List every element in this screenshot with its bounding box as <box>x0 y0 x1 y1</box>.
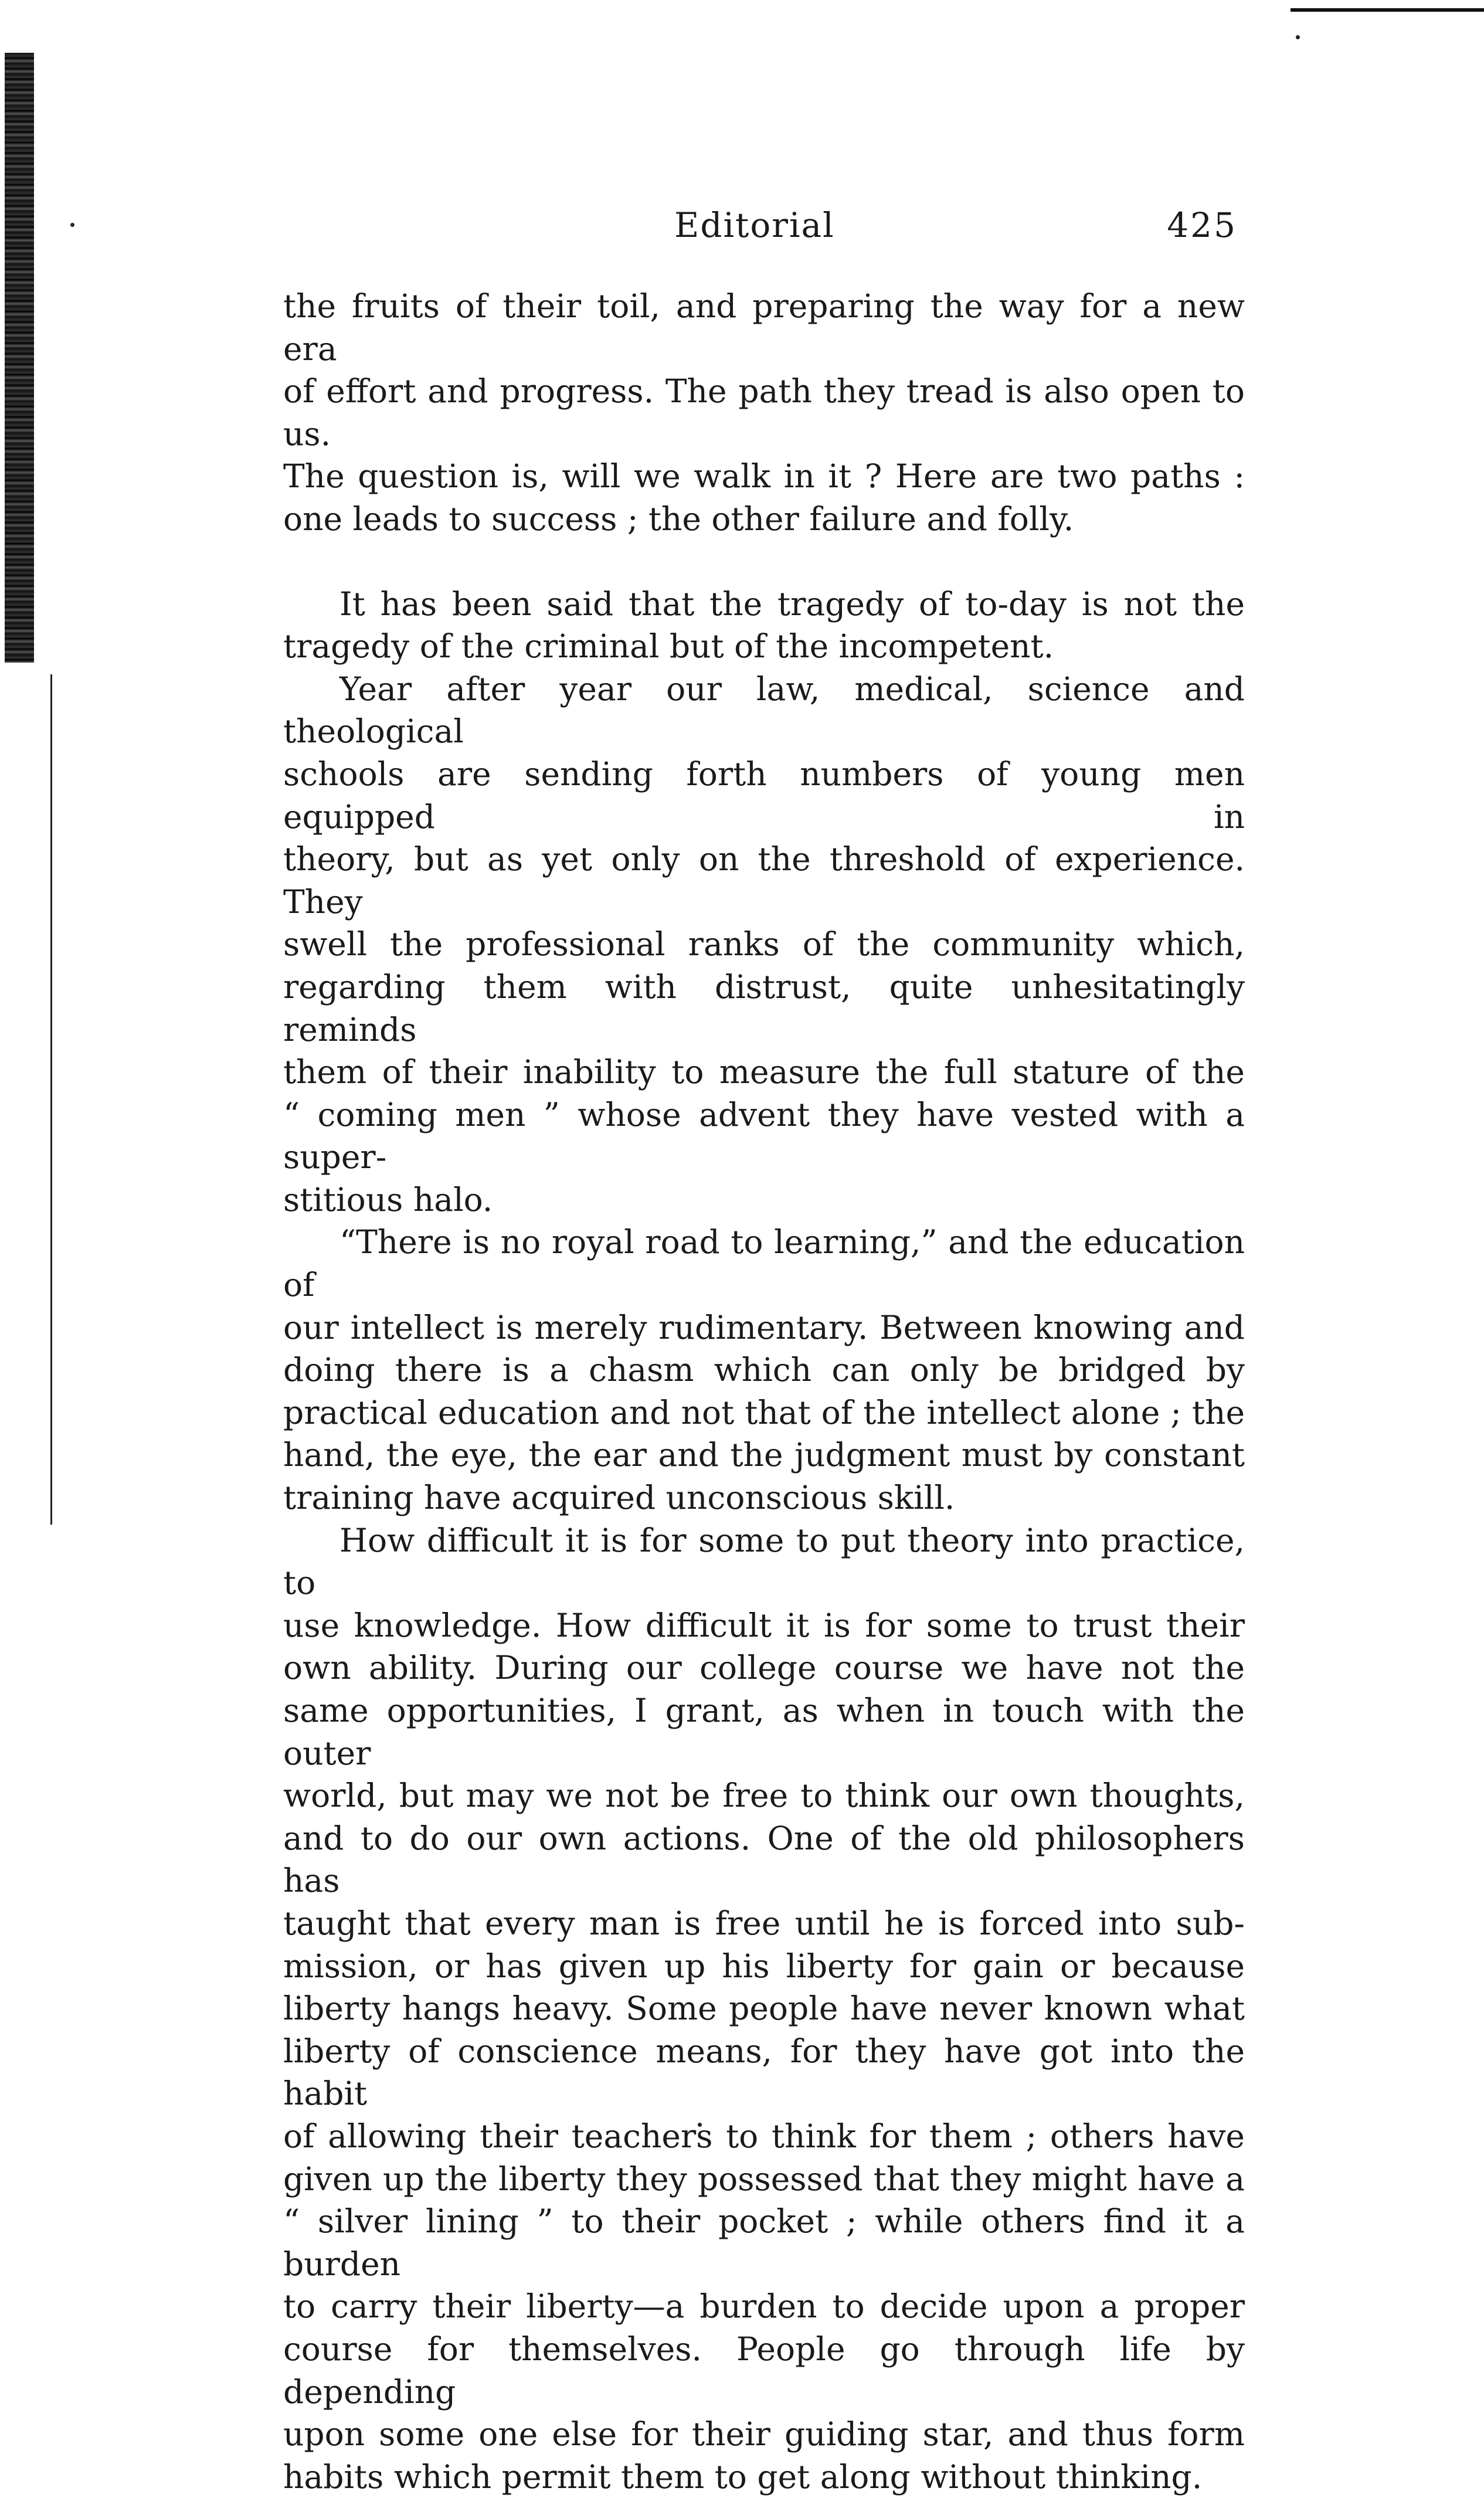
text-line: liberty of conscience means, for they have got into the habit <box>283 2032 1245 2113</box>
text-line: The question is, will we walk in it ? Here are two paths : <box>283 457 1245 495</box>
text-line: doing there is a chasm which can only be bridged by <box>283 1351 1245 1389</box>
text-line: How difficult it is for some to put theory into practice, to <box>283 1521 1245 1602</box>
text-line: to carry their liberty—a burden to decide upon a proper <box>283 2287 1245 2326</box>
text-line: tragedy of the criminal but of the incompetent. <box>283 627 1054 666</box>
text-line: use knowledge. How difficult it is for some to trust their <box>283 1606 1245 1644</box>
page-number: 425 <box>1167 205 1237 245</box>
paragraph-how-difficult <box>283 1519 1245 2498</box>
text-line: and to do our own actions. One of the old philosophers has <box>283 1819 1245 1900</box>
text-line: of effort and progress. The path they tread is also open to us. <box>283 372 1245 453</box>
text-line: stitious halo. <box>283 1180 493 1219</box>
text-line: “There is no royal road to learning,” and the education of <box>283 1223 1245 1304</box>
text-line: training have acquired unconscious skill. <box>283 1479 955 1517</box>
text-line: hand, the eye, the ear and the judgment must by constant <box>283 1436 1245 1474</box>
paragraph-tragedy <box>283 583 1245 668</box>
text-line: practical education and not that of the intellect alone ; the <box>283 1393 1245 1431</box>
text-line: liberty hangs heavy. Some people have never known what <box>283 1990 1245 2028</box>
text-line: of allowing their teachers to think for them ; others have <box>283 2117 1245 2155</box>
text-line: upon some one else for their guiding star, and thus form <box>283 2415 1245 2453</box>
scan-speck <box>70 223 74 227</box>
text-line: world, but may we not be free to think our own thoughts, <box>283 1777 1245 1815</box>
scan-top-rule <box>1291 8 1484 12</box>
text-line: It has been said that the tragedy of to-day is not the <box>339 585 1245 623</box>
text-line: course for themselves. People go through life by depending <box>283 2330 1245 2411</box>
text-line: our intellect is merely rudimentary. Between knowing and <box>283 1308 1245 1346</box>
text-line: regarding them with distrust, quite unhesitatingly reminds <box>283 968 1245 1048</box>
text-line: Year after year our law, medical, science and theological <box>283 670 1245 751</box>
scan-edge-line <box>50 674 52 1525</box>
text-line: them of their inability to measure the full stature of the <box>283 1053 1245 1091</box>
body-text <box>283 285 1245 2498</box>
running-head: Editorial <box>674 205 835 245</box>
text-line: habits which permit them to get along without thinking. <box>283 2458 1203 2496</box>
text-line: one leads to success ; the other failure and folly. <box>283 500 1074 538</box>
text-line: the fruits of their toil, and preparing the way for a new era <box>283 287 1245 368</box>
text-line: theory, but as yet only on the threshold of experience. They <box>283 840 1245 921</box>
text-line: “ coming men ” whose advent they have vested with a super- <box>283 1095 1245 1176</box>
text-line: taught that every man is free until he is forced into sub- <box>283 1904 1245 1942</box>
paragraph-year-after-year <box>283 668 1245 1221</box>
text-line: mission, or has given up his liberty for gain or because <box>283 1947 1245 1985</box>
paragraph-continuation <box>283 285 1245 541</box>
scan-speck <box>1296 35 1300 39</box>
scan-edge-shadow <box>5 53 34 663</box>
text-line: schools are sending forth numbers of young men equipped in <box>283 755 1245 836</box>
text-line: swell the professional ranks of the community which, <box>283 925 1245 963</box>
text-line: own ability. During our college course we have not the <box>283 1649 1245 1687</box>
paragraph-royal-road <box>283 1221 1245 1519</box>
text-line: same opportunities, I grant, as when in touch with the outer <box>283 1692 1245 1772</box>
text-line: given up the liberty they possessed that they might have a <box>283 2160 1245 2198</box>
page-header <box>674 205 1237 252</box>
text-line: “ silver lining ” to their pocket ; while others find it a burden <box>283 2202 1245 2283</box>
